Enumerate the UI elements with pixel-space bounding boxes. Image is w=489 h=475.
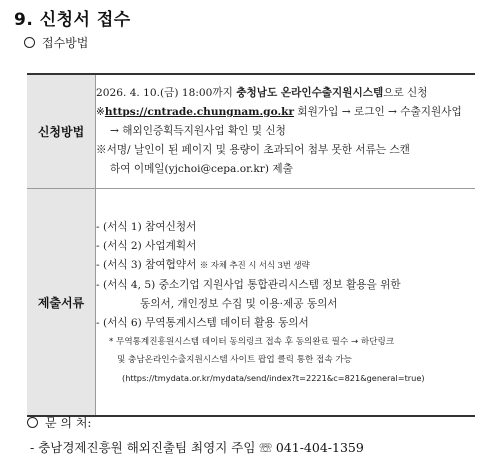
document-item: - (서식 2) 사업계획서 [96,239,197,252]
contact-heading [27,414,91,431]
system-link[interactable]: https://cntrade.chungnam.go.kr [104,106,295,118]
steps-text: 회원가입 → 로그인 → 수출지원사업 [294,106,462,118]
documents-content [96,189,476,417]
contact-line: - 충남경제진흥원 해외진출팀 최영지 주임 ☏ 041-404-1359 [30,440,364,455]
document-item: - (서식 6) 무역통계시스템 데이터 활용 동의서 [96,316,309,329]
document-item-text: - (서식 3) 참여협약서 [96,258,200,271]
document-item [96,256,475,276]
reference-mark: ※ [96,106,105,118]
consent-note-continued: 및 충남온라인수출지원시스템 사이트 팝업 클릭 통한 접속 가능 [117,354,352,365]
method-heading [24,34,88,51]
consent-note: * 무역통계진흥원시스템 데이터 동의링크 접속 후 동의완료 필수 → 하단링크 [109,336,395,347]
row-label-documents: 제출서류 [27,189,96,417]
method-heading-text: 접수방법 [42,36,89,50]
document-item-note: ※ 자체 추진 시 서식 3번 생략 [199,260,310,271]
contact-heading-text: 문 의 처: [45,416,92,430]
link-line [96,103,475,122]
row-label-method: 신청방법 [27,74,96,189]
application-table [27,73,475,417]
table-row-application-method [27,74,475,189]
consent-url[interactable]: (https://tmydata.or.kr/mydata/send/index?t=2221&c=821&general=true) [122,372,425,383]
system-name: 충청남도 온라인수출지원시스템 [236,87,384,99]
method-content [96,74,476,189]
deadline-suffix: 으로 신청 [383,87,428,99]
steps-line: → 해외인증획득지원사업 확인 및 신청 [110,125,286,137]
table-row-documents [27,189,475,417]
section-title: 9. 신청서 접수 [14,10,131,30]
circle-bullet-icon [24,37,35,48]
deadline-line [96,84,475,103]
circle-bullet-icon [27,417,38,428]
document-item: - (서식 1) 참여신청서 [96,220,197,233]
scan-note-line: ※서명/ 날인이 된 페이지 및 용량이 초과되어 첨부 못한 서류는 스캔 [96,144,410,156]
document-item: - (서식 4, 5) 중소기업 지원사업 통합관리시스템 정보 활용을 위한 [96,278,401,291]
document-item-continued: 동의서, 개인정보 수집 및 이용·제공 동의서 [140,297,338,310]
email-line: 하여 이메일(yjchoi@cepa.or.kr) 제출 [110,163,293,175]
deadline-text: 2026. 4. 10.(금) 18:00까지 [96,87,237,99]
